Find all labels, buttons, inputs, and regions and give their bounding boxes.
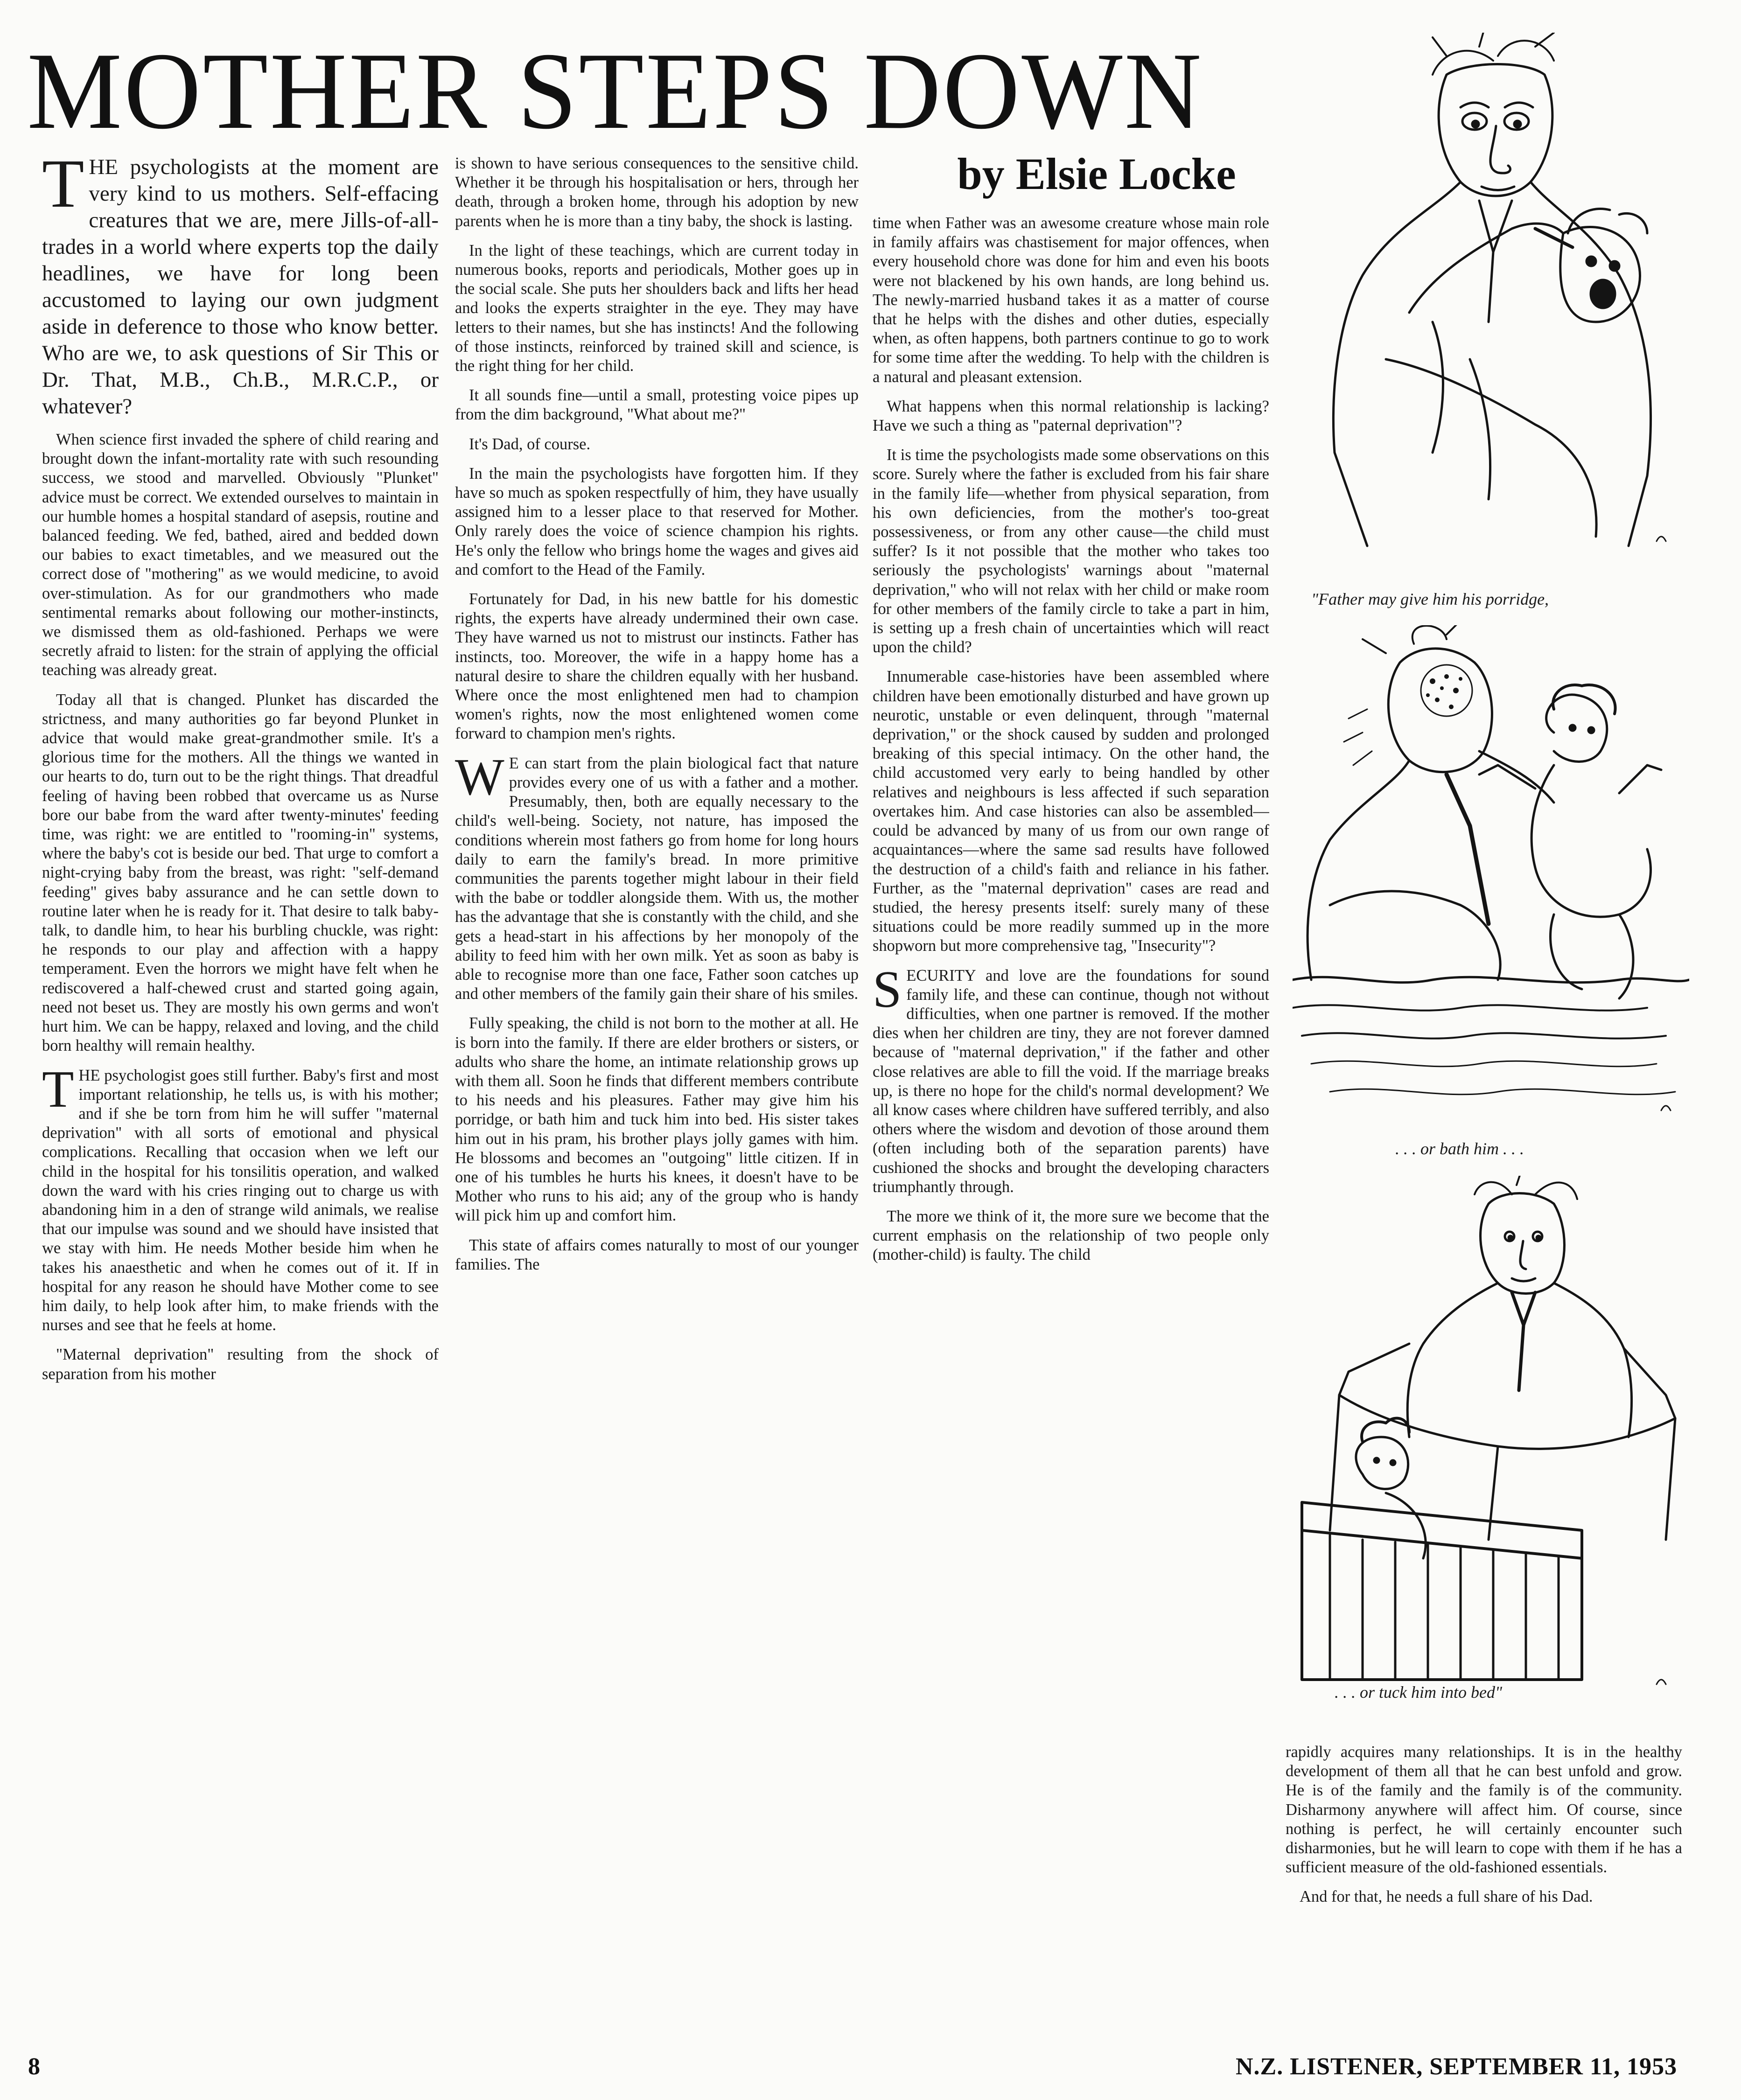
- paragraph: Innumerable case-histories have been assembled where children have been emotionally disturbed and have grown up neurotic, unstable or even delinquent, through "maternal deprivation," or the shock caused by sudden and prolonged breaking of this special intimacy. On the other hand, the child accustomed very early to being handled by other relatives and neighbours is less affected if such separation overtakes him. And case histories can also be assembled—could be advanced by many of us from our own range of acquaintances—where the same sad results have followed the destruction of a child's faith and reliance in his father. Further, as the "maternal deprivation" cases are read and studied, the heresy presents itself: surely many of these situations could be more readily summed up in the more shopworn but more comprehensive tag, "Insecurity"?: [873, 668, 1269, 955]
- drop-cap: S: [873, 960, 902, 1019]
- paragraph: Fully speaking, the child is not born to the mother at all. He is born into the family. If there are elder brothers or sisters, or adults who share the home, an intimate relationship grows up with them all. Soon he finds that different members contribute to his needs and his pleasures. Father may give him his porridge, or bath him and tuck him into bed. His sister takes him out in his pram, his brother plays jolly games with him. He blossoms and becomes an "outgoing" little citizen. If in one of his tumbles he hurts his knees, it doesn't have to be Mother who runs to his aid; any of the group who is handy will pick him up and comfort him.: [455, 1014, 859, 1225]
- article-column-4: [1286, 1743, 1682, 2004]
- father-bathing-baby-illustration: [1293, 625, 1689, 1134]
- paragraph: In the main the psychologists have forgotten him. If they have so much as spoken respectfully of him, they have usually assigned him to a lesser place to that reserved for Mother. Only rarely does the voice of science champion his rights. He's only the fellow who brings home the wages and gives aid and comfort to the Head of the Family.: [455, 464, 859, 579]
- paragraph: Fortunately for Dad, in his new battle for his domestic rights, the experts have already undermined their own case. They have warned us not to mistrust our instincts. Father has instincts, too. Moreover, the wife in a happy home has a natural desire to share the children equally with her husband. Where once the most enlightened men had to champion women's rights, now the most enlightened women come forward to champion men's rights.: [455, 590, 859, 743]
- article-column-2: [455, 154, 859, 2002]
- drop-cap: T: [42, 1060, 74, 1118]
- father-feeding-porridge-illustration: [1293, 33, 1689, 583]
- page-number: 8: [28, 2053, 40, 2080]
- drop-cap: T: [42, 154, 84, 222]
- paragraph: In the light of these teachings, which are current today in numerous books, reports and periodicals, Mother goes up in the social scale. She puts her shoulders back and lifts her head and looks the experts straighter in the eye. They may have letters to their names, but she has instincts! And the following of those instincts, reinforced by trained skill and science, is the right thing for her child.: [455, 241, 859, 375]
- publication-footer: N.Z. LISTENER, SEPTEMBER 11, 1953: [1236, 2053, 1678, 2080]
- drop-cap: W: [455, 748, 504, 806]
- article-column-3: [873, 214, 1269, 2002]
- paragraph: It's Dad, of course.: [469, 435, 591, 453]
- paragraph: When science first invaded the sphere of child rearing and brought down the infant-mortality rate with such resounding success, we stood and marvelled. Obviously "Plunket" advice must be correct. We extended ourselves to maintain in our humble homes a hospital standard of asepsis, routine and balanced feeding. We fed, bathed, aired and bedded down our babies to exact timetables, and we measured out the correct dose of "mothering" as we would medicine, to avoid over-stimulation. As for our grandmothers who made sentimental remarks about following our mother-instincts, we dismissed them as old-fashioned. Perhaps we were secretly afraid to listen: for the strain of applying the official teaching was already great.: [42, 431, 439, 679]
- article-column-1: [42, 154, 439, 2002]
- byline: by Elsie Locke: [957, 149, 1236, 199]
- paragraph: And for that, he needs a full share of his Dad.: [1300, 1888, 1593, 1906]
- section-paragraph: THE psychologist goes still further. Baby's first and most important relationship, he tells us, is with his mother; and if she be torn from him he will suffer "maternal deprivation" with all sorts of emotional and physical complications. Recalling that occasion when we left our child in the hospital for his tonsilitis operation, and walked down the ward with his cries ringing out to charge us with abandoning him in a den of strange wild animals, we realise that our impulse was sound and we should have insisted that we stay with him. He needs Mother beside him when he takes his anaesthetic and when he comes out of it. If in hospital for any reason he should have Mother come to see him daily, to help look after him, to make friends with the nurses and see that he feels at home.: [42, 1060, 439, 1334]
- caption-porridge: "Father may give him his porridge,: [1311, 590, 1549, 608]
- paragraph: Today all that is changed. Plunket has discarded the strictness, and many authorities go far beyond Plunket in advice that would make great-grandmother smile. It's a glorious time for the mothers. All the things we wanted in our hearts to do, turn out to be the right things. That dreadful feeling of having been robbed that overcame us as Nurse bore our babe from the ward after twenty-minutes' feeding time, was right: we are entitled to "rooming-in" systems, where the baby's cot is beside our bed. That urge to comfort a night-crying baby from the breast, was right: "self-demand feeding" gives baby assurance and he can settle down to routine later when he is ready for it. That desire to talk baby-talk, to dandle him, to hear his burbling chuckle, was right: he responds to our play and affection with a happy temperament. Even the horrors we might have felt when he rediscovered a half-chewed crust and started going again, need not beset us. They are mostly his own germs and won't hurt him. We can be happy, relaxed and loving, and the child born healthy will remain healthy.: [42, 691, 439, 1055]
- caption-bath: . . . or bath him . . .: [1395, 1139, 1524, 1158]
- section-paragraph: SECURITY and love are the foundations for sound family life, and these can continue, though not without difficulties, when one partner is removed. If the mother dies when her children are tiny, they are not forever damned because of "maternal deprivation," if the father and other close relatives are able to fill the void. If the marriage breaks up, is there no hope for the child's normal development? We all know cases where children have suffered terribly, and also others where the wisdom and devotion of those around them (often including both of the separation parents) have cushioned the shocks and brought the developing characters triumphantly through.: [873, 960, 1269, 1196]
- paragraph: is shown to have serious consequences to the sensitive child. Whether it be through his hospitalisation or hers, through her death, through a broken home, through his adoption by new parents when he is more than a tiny baby, the shock is lasting.: [455, 154, 859, 230]
- paragraph: rapidly acquires many relationships. It is in the healthy development of them all that he can best unfold and grow. He is of the family and the family is of the community. Disharmony anywhere will affect him. Of course, since nothing is perfect, he will certainly encounter such disharmonies, but he will learn to cope with them if he has a sufficient measure of the old-fashioned essentials.: [1286, 1743, 1682, 1877]
- paragraph: It is time the psychologists made some observations on this score. Surely where the father is excluded from his fair share in the family life—whether from physical separation, from his own deficiencies, from the mother's too-great possessiveness, or from any other cause—the child must suffer? Is it not possible that the mother who takes too seriously the psychologists' warnings about "maternal deprivation," who will not relax with her child or make room for other members of the family circle to take a part in him, is setting up a fresh chain of uncertainties which will react upon the child?: [873, 446, 1269, 656]
- paragraph: "Maternal deprivation" resulting from the shock of separation from his mother: [42, 1346, 439, 1383]
- paragraph: It all sounds fine—until a small, protesting voice pipes up from the dim background, "What about me?": [455, 386, 859, 424]
- father-tucking-child-into-bed-illustration: [1293, 1176, 1689, 1698]
- paragraph: time when Father was an awesome creature whose main role in family affairs was chastisement for major offences, when every household chore was done for him and even his boots were not blackened by his own hands, are long behind us. The newly-married husband takes it as a matter of course that he helps with the dishes and other duties, especially when, as often happens, both partners continue to go to work for some time after the wedding. To help with the children is a natural and pleasant extension.: [873, 214, 1269, 386]
- lead-paragraph: THE psychologists at the moment are very kind to us mothers. Self-effacing creatures that we are, mere Jills-of-all-trades in a world where experts top the daily headlines, we have for long been accustomed to laying our own judgment aside in deference to those who know better. Who are we, to ask questions of Sir This or Dr. That, M.B., Ch.B., M.R.C.P., or whatever?: [42, 154, 439, 419]
- paragraph: The more we think of it, the more sure we become that the current emphasis on the relationship of two people only (mother-child) is faulty. The child: [873, 1207, 1269, 1264]
- caption-bed: . . . or tuck him into bed": [1335, 1683, 1503, 1702]
- paragraph: This state of affairs comes naturally to most of our younger families. The: [455, 1236, 859, 1273]
- paragraph: What happens when this normal relationship is lacking? Have we such a thing as "paternal deprivation"?: [873, 397, 1269, 435]
- section-paragraph: W E can start from the plain biological fact that nature provides every one of us with a father and a mother. Presumably, then, both are equally necessary to the child's well-being. Society, not nature, has imposed the conditions wherein most fathers go from home for long hours daily to earn the family's bread. In more primitive communities the parents together might labour in their field with the babe or toddler alongside them. With us, the mother has the advantage that she is constantly with the child, and she gets a head-start in his affections by her monopoly of the ability to feed him with her own milk. Yet as soon as baby is able to recognise more than one face, Father soon catches up and other members of the family gain their share of his smiles.: [455, 748, 859, 1003]
- headline: MOTHER STEPS DOWN: [27, 30, 1203, 152]
